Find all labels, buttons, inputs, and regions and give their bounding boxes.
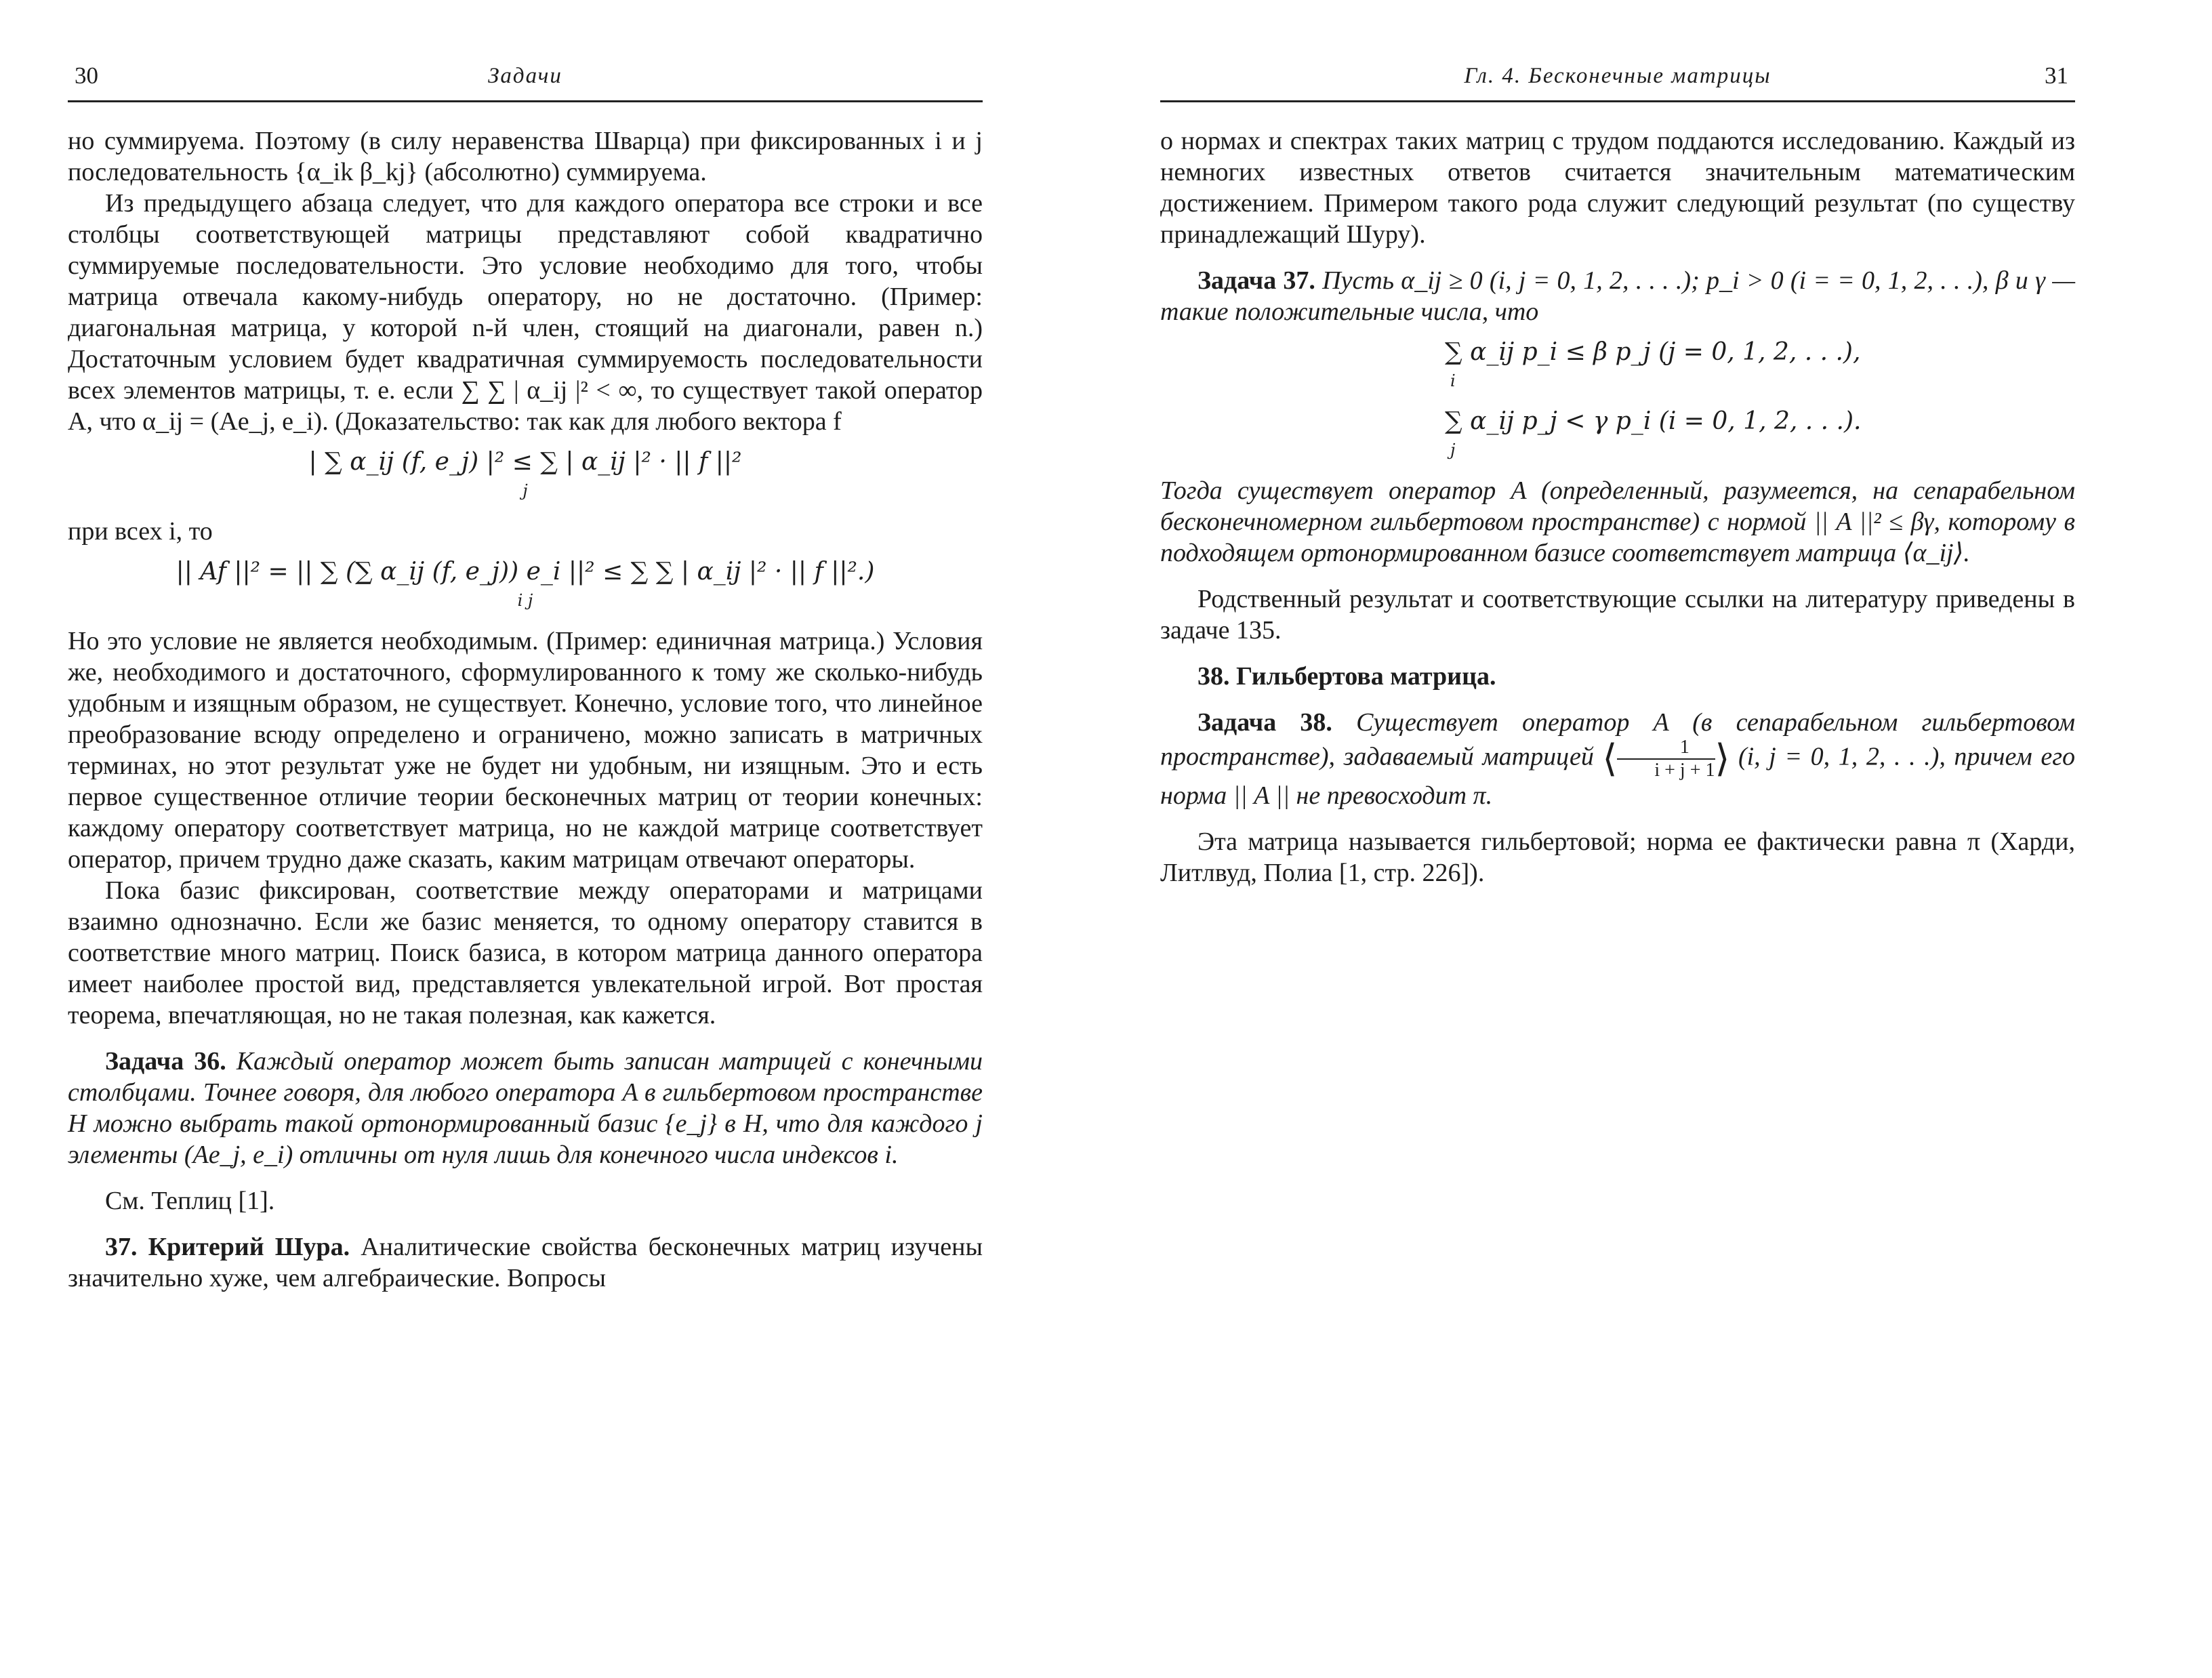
left-body [68,125,983,1294]
right-page [1160,0,2075,1678]
formula: ∑ α_ij p_j < γ p_i (i = 0, 1, 2, . . .). j [1445,407,1862,459]
paragraph: при всех i, то [68,517,213,546]
section-37: 37. Критерий Шура. Аналитические свойства бесконечных матриц изучены значительно хуже, чем алгебраические. Вопросы [68,1233,983,1292]
left-running-header [68,60,983,102]
paragraph: Но это условие не является необходимым. (Пример: единичная матрица.) Условия же, необходимого и достаточного, сформулированного к тому же сколько-нибудь удобным и изящным образом, не существует. Конечно, условие того, что линейное преобразование всюду определено и ограничено, можно записать в матричных терминах, но этот результат уже не будет ни удобным, ни изящным. Это и есть первое существенное отличие теории бесконечных матриц от теории конечных: каждому оператору соответствует матрица, но не каждой матрице соответствует оператор, причем трудно даже сказать, каким матрицам отвечают операторы. [68,627,983,874]
right-page-number: 31 [2045,62,2068,89]
left-page [68,0,983,1678]
paragraph: Эта матрица называется гильбертовой; норма ее фактически равна π (Харди, Литлвуд, Полиа [1, стр. 226]). [1160,827,2075,887]
fraction: $\frac{1}{i + j + 1}$ [1617,738,1715,780]
left-page-number: 30 [75,62,98,89]
problem-37: Задача 37. Пусть α_ij ≥ 0 (i, j = 0, 1, 2, . . . .); p_i > 0 (i = = 0, 1, 2, . . .), β и γ — такие положительные числа, что [1160,266,2075,326]
formula: || Af ||² = || ∑ (∑ α_ij (f, e_j)) e_i ||² ≤ ∑ ∑ | α_ij |² · || f ||².) i j [176,558,875,610]
formula: ∑ α_ij p_i ≤ β p_j (j = 0, 1, 2, . . .), i [1445,338,1861,390]
right-body [1160,125,2075,888]
section-38: 38. Гильбертова матрица. [1197,662,1496,691]
paragraph: Родственный результат и соответствующие ссылки на литературу приведены в задаче 135. [1160,585,2075,644]
left-header-title: Задачи [488,64,562,88]
formula: | ∑ α_ij (f, e_j) |² ≤ ∑ | α_ij |² · || f ||² j [308,448,742,500]
paragraph: но суммируема. Поэтому (в силу неравенства Шварца) при фиксированных i и j последовательность {α_ik β_kj} (абсолютно) суммируема. [68,127,983,186]
paragraph: Из предыдущего абзаца следует, что для каждого оператора все строки и все столбцы соответствующей матрицы представляют собой квадратично суммируемые последовательности. Это условие необходимо для того, чтобы матрица отвечала какому-нибудь оператору, но не достаточно. (Пример: диагональная матрица, у которой n-й член, стоящий на диагонали, равен n.) Достаточным условием будет квадратичная суммируемость последовательности всех элементов матрицы, т. е. если ∑ ∑ | α_ij |² < ∞, то существует такой оператор A, что α_ij = (Ae_j, e_i). (Доказательство: так как для любого вектора f [68,189,983,436]
right-header-title: Гл. 4. Бесконечные матрицы [1464,64,1771,88]
right-running-header [1160,60,2075,102]
reference: См. Теплиц [1]. [105,1187,275,1215]
paragraph: о нормах и спектрах таких матриц с трудом поддаются исследованию. Каждый из немногих известных ответов считается значительным математическим достижением. Примером такого рода служит следующий результат (по существу принадлежащий Шуру). [1160,127,2075,249]
paragraph: Пока базис фиксирован, соответствие между операторами и матрицами взаимно однозначно. Если же базис меняется, то одному оператору ставится в соответствие много матриц. Поиск базиса, в котором матрица данного оператора имеет наиболее простой вид, представляется увлекательной игрой. Вот простая теорема, впечатляющая, но не такая полезная, как кажется. [68,876,983,1029]
problem-38: Задача 38. Существует оператор A (в сепарабельном гильбертовом пространстве), задаваемый матрицей ⟨ $\frac{1}{i + j + 1}$ ⟩ (i, j = 0, 1, 2, . . .), причем его норма || A || не превосходит π. [1160,708,2076,810]
problem-37-conclusion: Тогда существует оператор A (определенный, разумеется, на сепарабельном бесконечномерном гильбертовом пространстве) с нормой || A ||² ≤ βγ, которому в подходящем ортонормированном базисе соответствует матрица ⟨α_ij⟩. [1160,476,2075,567]
problem-36: Задача 36. Каждый оператор может быть записан матрицей с конечными столбцами. Точнее говоря, для любого оператора A в гильбертовом пространстве H можно выбрать такой ортонормированный базис {e_j} в H, что для каждого j элементы (Ae_j, e_i) отличны от нуля лишь для конечного числа индексов i. [68,1047,983,1169]
